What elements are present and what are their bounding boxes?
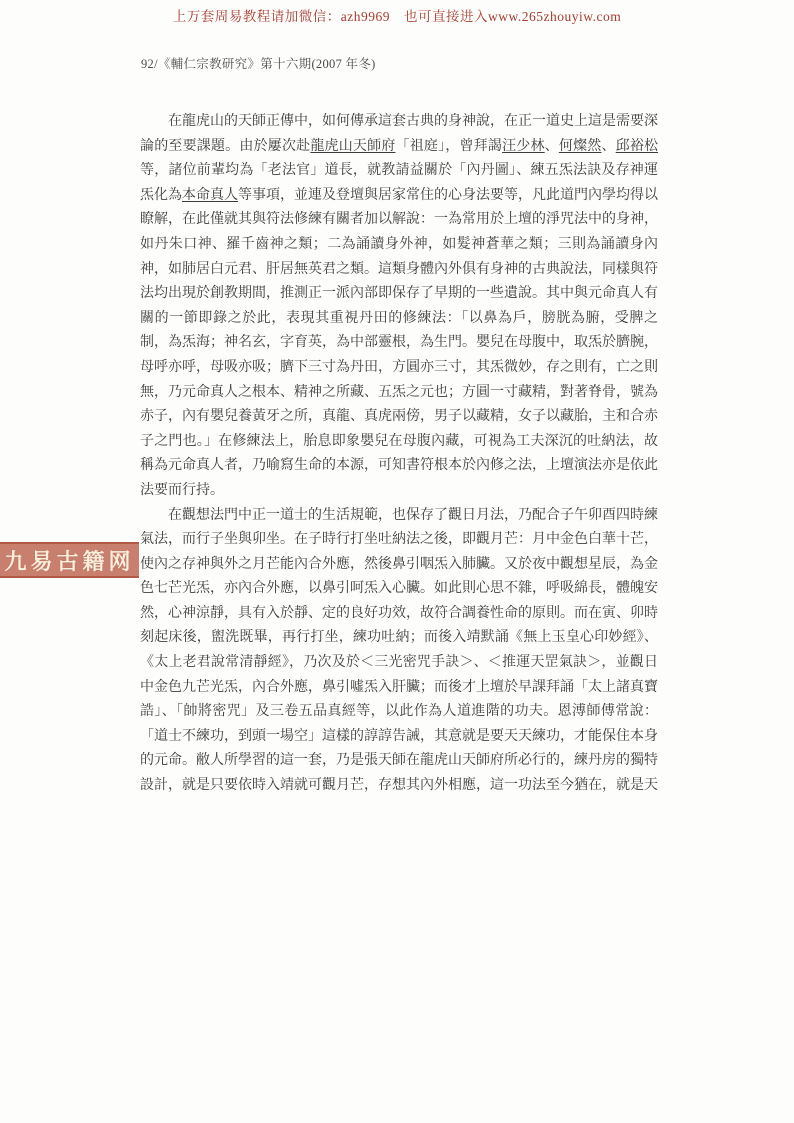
underlined-proper-noun: 何燦然 <box>558 138 602 154</box>
page-header: 92/《輔仁宗教研究》第十六期(2007 年冬) <box>141 57 376 71</box>
underlined-proper-noun: 邱裕松 <box>615 138 659 154</box>
body-text <box>140 110 658 799</box>
paragraph <box>140 504 658 799</box>
text-run: 在龍虎山的天師正傳中，如何傳承這套古典的身神說，在正一道史上這是需要深論的至要課題。由於屢次赴 <box>140 114 658 154</box>
underlined-proper-noun: 汪少林 <box>502 138 545 154</box>
text-run: 「祖庭」，曾拜謁 <box>395 138 503 154</box>
text-run: 在觀想法門中正一道士的生活規範，也保存了觀日月法，乃配合子午卯酉四時練氣法，而行子坐與卯坐。在子時行打坐吐納法之後，即觀月芒：月中金色白華十芒，使內之存神與外之月芒能內合外應，然後鼻引咽炁入肺臟。又於夜中觀想星辰，為金色七芒光炁，亦內合外應，以鼻引呵炁入心臟。如此則心思不雜，呼吸綿長，體魄安然，心神涼靜，具有入於靜、定的良好功效，故符合調養性命的原則。而在寅、卯時刻起床後，盥洗既畢，再行打坐，練功吐納；而後入靖默誦《無上玉皇心印妙經》、《太上老君說常清靜經》，乃次及於＜三光密咒手訣＞、＜推運天罡氣訣＞，並觀日中金色九芒光炁，內合外應，鼻引噓炁入肝臟；而後才上壇於早課拜誦「太上諸真寶誥」、「帥將密咒」及三卷五品真經等，以此作為人道進階的功夫。恩溥師傅常說：「道士不練功，到頭一場空」這樣的諄諄告誡，其意就是要天天練功，才能保住本身的元命。敝人所學習的這一套，乃是張天師在龍虎山天師府所必行的，練丹房的獨特設計，就是只要依時入靖就可觀月芒，存想其內外相應，這一功法至今猶在，就是天 <box>140 507 658 794</box>
underlined-proper-noun: 本命真人 <box>182 187 238 203</box>
text-run: 、 <box>544 138 559 154</box>
paragraph <box>140 110 658 504</box>
text-run: 、 <box>601 138 616 154</box>
promo-banner: 上万套周易教程请加微信：azh9969 也可直接进入www.265zhouyiw.com <box>172 9 622 24</box>
text-run: 等事項，並連及登壇與居家常住的心身法要等，凡此道門內學均得以瞭解，在此僅就其與符法修練有關者加以解說：一為常用於上壇的淨咒法中的身神，如丹朱口神、羅千齒神之類；二為誦讀身外神，如髮神蒼華之類；三則為誦讀身內神，如肺居白元君、肝居無英君之類。這類身體內外俱有身神的古典說法，同樣與符法均出現於創教期間，推測正一派內部即保存了早期的一些遺說。其中與元命真人有關的一節即錄之於此，表現其重視丹田的修練法：「以鼻為戶，膀胱為腑，受脾之制，為炁海；神名玄，字育英，為中部靈根，為生門。嬰兒在母腹中，取炁於臍腕，母呼亦呼，母吸亦吸；臍下三寸為丹田，方圓亦三寸，其炁微妙，存之則有，亡之則無，乃元命真人之根本、精神之所藏、五炁之元也；方圓一寸藏精，對著脊骨，號為赤子，內有嬰兒養黃牙之所，真龍、真虎兩傍，男子以藏精，女子以藏胎，主和合赤子之門也。」在修練法上，胎息即象嬰兒在母腹內藏，可視為工夫深沉的吐納法，故稱為元命真人者，乃喻寫生命的本源，可知書符根本於內修之法，上壇演法亦是依此法要而行持。 <box>140 187 658 498</box>
underlined-proper-noun: 龍虎山天師府 <box>310 138 396 154</box>
watermark-label: 九易古籍网 <box>4 548 135 574</box>
text-run: 等，諸位前輩均為「老法官」道長，就教請益關於「內丹圖」、練五炁法訣及存神運炁化為 <box>140 163 658 203</box>
watermark <box>0 542 139 578</box>
